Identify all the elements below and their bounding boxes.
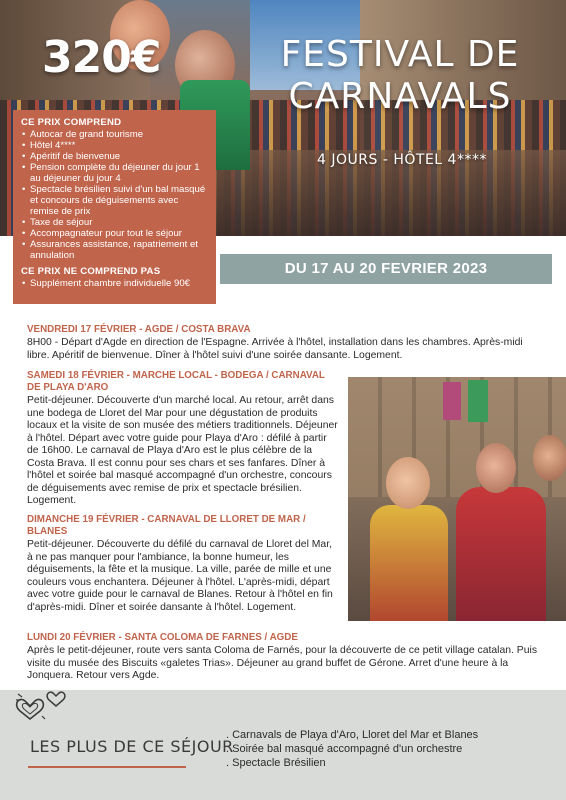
festival-title-line1: FESTIVAL DE xyxy=(280,34,520,75)
photo-banner xyxy=(443,382,461,420)
extras-title: LES PLUS DE CE SÉJOUR xyxy=(30,737,234,756)
list-item: . Soirée bal masqué accompagné d'un orchestre xyxy=(226,743,463,755)
photo-giant-head xyxy=(476,443,516,493)
hearts-icon xyxy=(14,686,72,726)
price: 320€ xyxy=(42,32,161,83)
photo-banner xyxy=(468,380,488,422)
program-day xyxy=(27,514,339,614)
list-item: • Autocar de grand tourisme xyxy=(21,129,208,140)
festival-title xyxy=(280,34,520,118)
day-heading: SAMEDI 18 FÉVRIER - MARCHE LOCAL - BODEGA / CARNAVAL DE PLAYA D'ARO xyxy=(27,370,325,393)
festival-title-line2: CARNAVALS xyxy=(288,76,512,117)
program-day xyxy=(27,632,537,683)
photo-giant-head xyxy=(533,435,566,481)
festival-subtitle: 4 JOURS - HÔTEL 4**** xyxy=(317,152,487,168)
day-text: 8H00 - Départ d'Agde en direction de l'Espagne. Arrivée à l'hôtel, installation dans les chambres. Après-midi libre. Apéritif de bienvenue. Dîner à l'hôtel suivi d'une soirée dansante. Logement. xyxy=(27,337,523,361)
photo-giant-head xyxy=(386,457,430,509)
list-item: . Spectacle Brésilien xyxy=(226,757,326,769)
list-item: • Pension complète du déjeuner du jour 1 au déjeuner du jour 4 xyxy=(21,162,208,184)
day-text: Petit-déjeuner. Découverte d'un marché local. Au retour, arrêt dans une bodega de Lloret del Mar pour une dégustation de produits locaux et la visite de son musée des métiers traditionnels. Déjeuner à l'hôtel. Départ avec votre guide pour Playa d'Aro : défilé à partir de 16h00. Le carnaval de Playa d'Aro est le plus célèbre de la Costa Brava. Il est connu pour ses chars et ses fanfares. Dîner à l'hôtel et soirée bal masqué accompagné d'un orchestre, concours de déguisements avec remise de prix et spectacle brésilien. Logement. xyxy=(27,395,338,506)
extras-underline xyxy=(28,766,186,768)
day-heading: DIMANCHE 19 FÉVRIER - CARNAVAL DE LLORET DE MAR / BLANES xyxy=(27,514,306,537)
price-box xyxy=(13,110,216,304)
carnival-giants-photo xyxy=(348,377,566,621)
excludes-list xyxy=(21,278,208,289)
photo-giant-body xyxy=(456,487,546,621)
program-day xyxy=(27,370,339,508)
list-item: • Spectacle brésilien suivi d'un bal masqué et concours de déguisements avec remise de prix xyxy=(21,184,208,217)
list-item: • Assurances assistance, rapatriement et annulation xyxy=(21,239,208,261)
day-heading: LUNDI 20 FÉVRIER - SANTA COLOMA DE FARNES / AGDE xyxy=(27,632,298,643)
day-text: Après le petit-déjeuner, route vers santa Coloma de Farnés, pour la découverte de ce petit village catalan. Puis visite du musée des Biscuits «galetes Trias». Déjeuner au grand buffet de Gérone. Arret d'une heure à la Jonquera. Retour vers Agde. xyxy=(27,645,538,681)
list-item: . Carnavals de Playa d'Aro, Lloret del Mar et Blanes xyxy=(226,729,479,741)
list-item: • Accompagnateur pour tout le séjour xyxy=(21,228,208,239)
includes-list xyxy=(21,129,208,261)
includes-heading: CE PRIX COMPREND xyxy=(21,117,122,128)
day-text: Petit-déjeuner. Découverte du défilé du carnaval de Lloret del Mar, à ne pas manquer pour l'ambiance, la bonne humeur, les déguisements, la fête et la musique. La ville, parée de mille et une couleurs vous enchantera. Déjeuner à l'hôtel. L'après-midi, départ avec votre guide pour le carnaval de Blanes. Retour à l'hôtel en fin d'après-midi. Dîner et soirée dansante à l'hôtel. Logement. xyxy=(27,539,333,613)
list-item: • Hôtel 4**** xyxy=(21,140,208,151)
day-heading: VENDREDI 17 FÉVRIER - AGDE / COSTA BRAVA xyxy=(27,324,251,335)
list-item: • Supplément chambre individuelle 90€ xyxy=(21,278,208,289)
extras-list xyxy=(226,728,556,770)
photo-giant-body xyxy=(370,505,448,621)
date-band: DU 17 AU 20 FEVRIER 2023 xyxy=(220,254,552,284)
program-day xyxy=(27,324,537,362)
list-item: • Apéritif de bienvenue xyxy=(21,151,208,162)
list-item: • Taxe de séjour xyxy=(21,217,208,228)
excludes-heading: CE PRIX NE COMPREND PAS xyxy=(21,266,161,277)
